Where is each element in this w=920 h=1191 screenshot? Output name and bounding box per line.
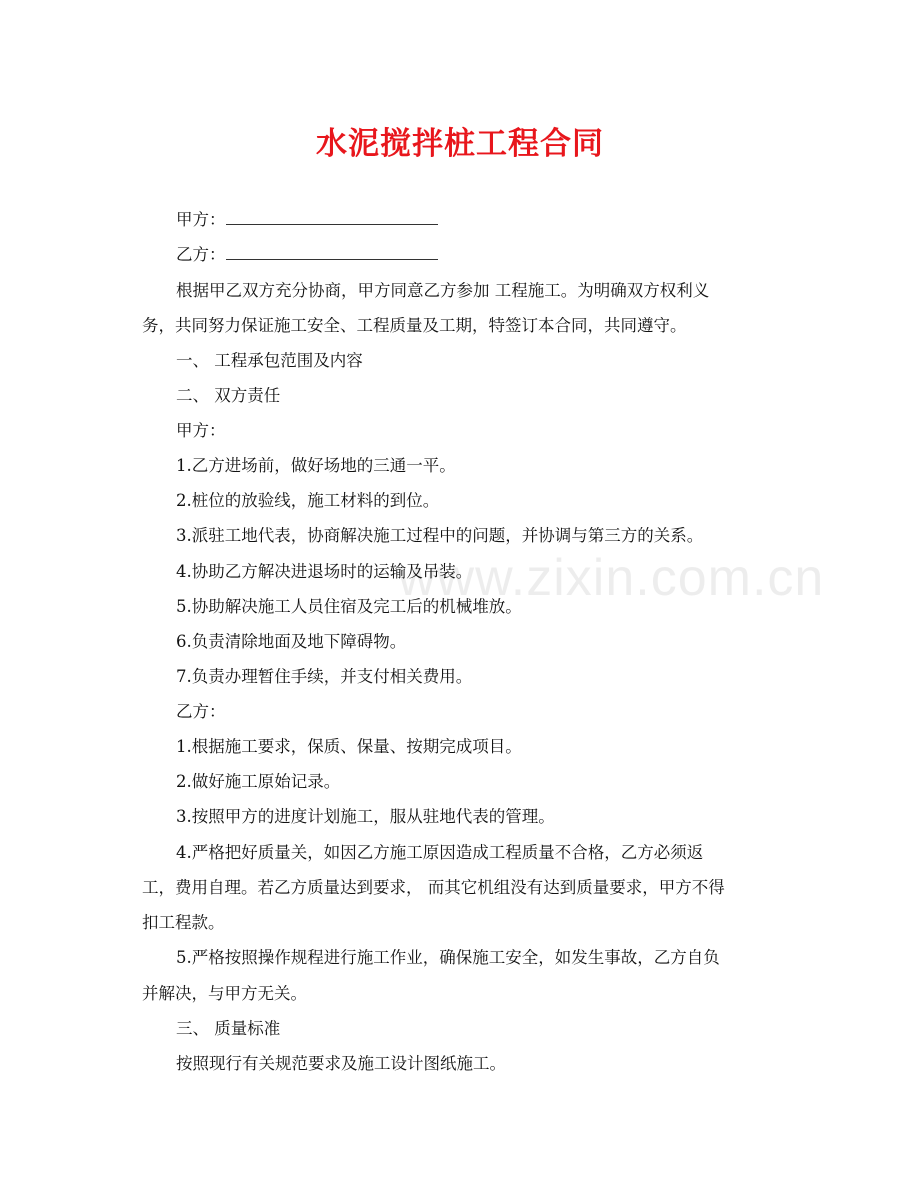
party-b-blank: [226, 245, 438, 260]
quality-standard-text: 按照现行有关规范要求及施工设计图纸施工。: [176, 1054, 506, 1073]
party-b-duty-item: 1.根据施工要求，保质、保量、按期完成项目。: [176, 737, 522, 756]
party-a-duty-item: 1.乙方进场前，做好场地的三通一平。: [176, 456, 456, 475]
party-a-duty-item: 5.协助解决施工人员住宿及完工后的机械堆放。: [176, 597, 522, 616]
party-b-duty-4-line-1: 4.严格把好质量关，如因乙方施工原因造成工程质量不合格，乙方必须返: [176, 843, 704, 862]
party-a-duty-item: 7.负责办理暂住手续，并支付相关费用。: [176, 667, 473, 686]
section-heading-3: 三、 质量标准: [176, 1019, 281, 1038]
section-heading-1: 一、 工程承包范围及内容: [176, 351, 363, 370]
party-b-field: [176, 244, 438, 266]
party-a-duty-item: 3.派驻工地代表，协商解决施工过程中的问题，并协调与第三方的关系。: [176, 526, 704, 545]
document-title: 水泥搅拌桩工程合同: [316, 126, 604, 162]
intro-line-1: 根据甲乙双方充分协商，甲方同意乙方参加 工程施工。为明确双方权利义: [176, 281, 710, 300]
party-b-label: 乙方：: [176, 245, 226, 264]
party-a-blank: [226, 210, 438, 225]
party-b-duty-item: 2.做好施工原始记录。: [176, 772, 341, 791]
party-b-duty-5-line-2: 并解决，与甲方无关。: [142, 984, 307, 1003]
party-b-duty-5-line-1: 5.严格按照操作规程进行施工作业，确保施工安全，如发生事故，乙方自负: [176, 948, 720, 967]
intro-line-2: 务，共同努力保证施工安全、工程质量及工期，特签订本合同，共同遵守。: [142, 316, 687, 335]
party-a-duties-heading: 甲方：: [176, 421, 226, 440]
party-a-duty-item: 2.桩位的放验线，施工材料的到位。: [176, 491, 440, 510]
party-a-duty-item: 6.负责清除地面及地下障碍物。: [176, 632, 407, 651]
party-b-duties-heading: 乙方：: [176, 702, 226, 721]
section-heading-2: 二、 双方责任: [176, 386, 281, 405]
party-b-duty-4-line-2: 工，费用自理。若乙方质量达到要求， 而其它机组没有达到质量要求，甲方不得: [142, 878, 725, 897]
party-b-duty-4-line-3: 扣工程款。: [142, 913, 225, 932]
party-a-label: 甲方：: [176, 210, 226, 229]
party-a-duty-item: 4.协助乙方解决进退场时的运输及吊装。: [176, 562, 473, 581]
watermark: www.zixin.com.cn: [398, 549, 825, 607]
party-a-field: [176, 209, 438, 231]
party-b-duty-item: 3.按照甲方的进度计划施工，服从驻地代表的管理。: [176, 807, 555, 826]
